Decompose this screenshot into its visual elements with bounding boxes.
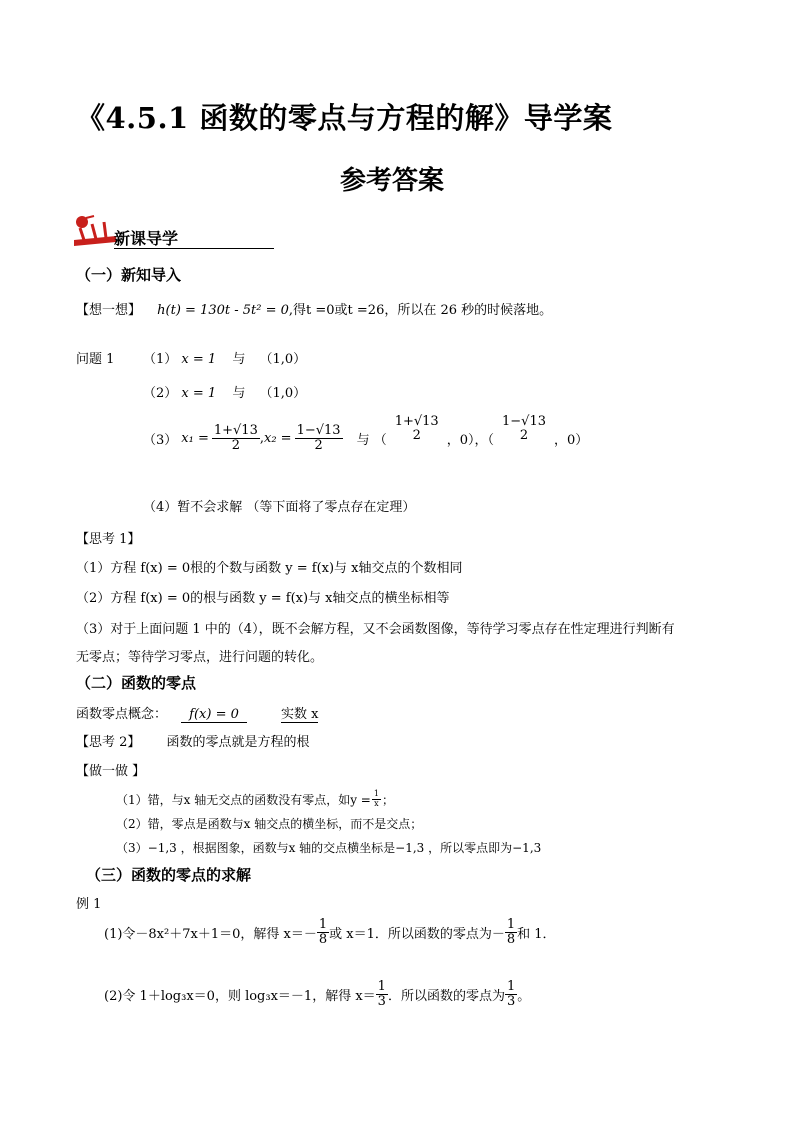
section-underline <box>114 248 274 249</box>
concept-line: 函数零点概念： f(x) = 0 实数 x <box>76 703 318 723</box>
q1-item-1: （1） x = 1 与 （1,0） <box>143 352 307 367</box>
do-item-2: （2）错，零点是函数与x 轴交点的横坐标，而不是交点； <box>116 817 423 831</box>
section-label: 新课导学 <box>114 229 179 248</box>
sec3-heading: （三）函数的零点的求解 <box>86 866 252 884</box>
page-subtitle: 参考答案 <box>340 166 445 196</box>
ponder1-item-1: （1）方程 f(x) = 0根的个数与函数 y = f(x)与 x轴交点的个数相同 <box>76 561 463 576</box>
section-badge <box>70 212 210 252</box>
think-label: 【想一想】 <box>76 303 142 318</box>
think-line <box>76 299 552 318</box>
example-label: 例 1 <box>76 897 102 912</box>
ponder1-item-3b: 无零点；等待学习零点，进行问题的转化。 <box>76 650 324 665</box>
do-item-1: （1）错，与x 轴无交点的函数没有零点，如y = $\frac{1}{x}$ ； <box>116 789 394 808</box>
q1-item-2: （2） x = 1 与 （1,0） <box>143 386 307 401</box>
q1-item-3: （3） x₁ = $\frac{1+√13}{2}$ , x₂ = $\frac{1-√13}{2}$ 与 （ 1+√13 2 ，0），（ 1−√13 2 ，0） <box>143 413 589 454</box>
example-1: (1)令－8x²＋7x＋1＝0，解得 x＝－ $\frac{1}{8}$ 或 x＝1．所以函数的零点为－ $\frac{1}{8}$ 和 1． <box>104 917 556 948</box>
q1-item-4: （4）暂不会求解 （等下面将了零点存在定理） <box>143 500 416 515</box>
ponder1-item-2: （2）方程 f(x) = 0的根与函数 y = f(x)与 x轴交点的横坐标相等 <box>76 591 450 606</box>
think-text: ,得t =0或t =26，所以在 26 秒的时候落地。 <box>288 303 553 318</box>
do-label: 【做一做 】 <box>76 764 146 779</box>
example-2: (2)令 1＋log₃x＝0，则 log₃x＝－1，解得 x＝ $\frac{1}{3}$ ．所以函数的零点为 $\frac{1}{3}$ 。 <box>104 979 531 1010</box>
page-title: 《4.5.1 函数的零点与方程的解》导学案 <box>76 101 613 135</box>
ponder1-label: 【思考 1】 <box>76 532 141 547</box>
sec2-heading: （二）函数的零点 <box>76 674 197 692</box>
sec1-heading: （一）新知导入 <box>76 266 182 284</box>
do-item-3: （3）−1,3 ，根据图象，函数与x 轴的交点横坐标是−1,3 ，所以零点即为−1,3 <box>116 841 542 855</box>
q1-label: 问题 1 <box>76 352 115 367</box>
think-formula: h(t) = 130t - 5t² = 0 <box>157 303 289 318</box>
ponder2-line: 【思考 2】 函数的零点就是方程的根 <box>76 735 310 750</box>
pencil-logo-icon <box>70 212 120 248</box>
ponder1-item-3a: （3）对于上面问题 1 中的（4），既不会解方程，又不会函数图像，等待学习零点存在性定理进行判断有 <box>76 622 675 637</box>
